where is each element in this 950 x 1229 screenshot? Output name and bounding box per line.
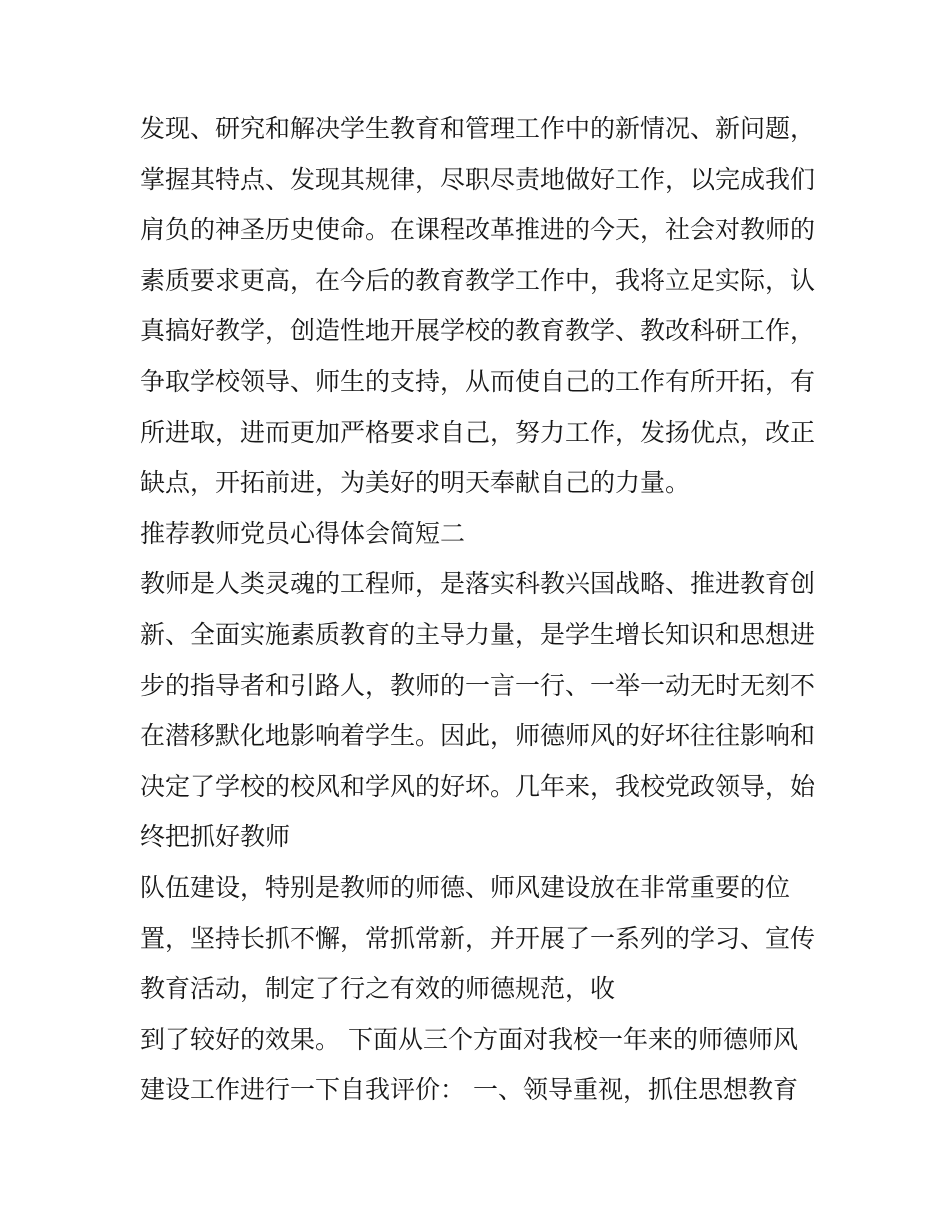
paragraph-line: 在潜移默化地影响着学生。因此，师德师风的好坏往往影响和 xyxy=(140,721,816,751)
paragraph-line: 新、全面实施素质教育的主导力量，是学生增长知识和思想进 xyxy=(140,619,816,649)
section-heading: 推荐教师党员心得体会简短二 xyxy=(140,518,466,548)
paragraph-line: 到了较好的效果。 下面从三个方面对我校一年来的师德师风 xyxy=(140,1024,798,1054)
paragraph-line: 发现、研究和解决学生教育和管理工作中的新情况、新问题， xyxy=(140,114,816,143)
paragraph-line: 真搞好教学，创造性地开展学校的教育教学、教改科研工作， xyxy=(140,316,816,346)
paragraph-line: 决定了学校的校风和学风的好坏。几年来，我校党政领导，始 xyxy=(140,771,816,801)
paragraph-line: 教师是人类灵魂的工程师，是落实科教兴国战略、推进教育创 xyxy=(140,569,816,599)
paragraph-line: 终把抓好教师 xyxy=(140,822,291,852)
paragraph-line: 缺点，开拓前进，为美好的明天奉献自己的力量。 xyxy=(140,468,691,498)
paragraph-line: 置，坚持长抓不懈，常抓常新，并开展了一系列的学习、宣传 xyxy=(140,923,816,953)
paragraph-line: 建设工作进行一下自我评价： 一、领导重视，抓住思想教育 xyxy=(140,1075,798,1105)
paragraph-line: 教育活动，制定了行之有效的师德规范，收 xyxy=(140,974,616,1004)
paragraph-line: 肩负的神圣历史使命。在课程改革推进的今天，社会对教师的 xyxy=(140,215,816,245)
paragraph-line: 掌握其特点、发现其规律，尽职尽责地做好工作，以完成我们 xyxy=(140,164,816,194)
paragraph-line: 争取学校领导、师生的支持，从而使自己的工作有所开拓，有 xyxy=(140,366,816,396)
document-body xyxy=(140,104,830,1116)
paragraph-line: 队伍建设，特别是教师的师德、师风建设放在非常重要的位 xyxy=(140,872,791,902)
paragraph-line: 所进取，进而更加严格要求自己，努力工作，发扬优点，改正 xyxy=(140,417,816,447)
paragraph-line: 步的指导者和引路人，教师的一言一行、一举一动无时无刻不 xyxy=(140,670,816,700)
paragraph-line: 素质要求更高，在今后的教育教学工作中，我将立足实际，认 xyxy=(140,265,816,295)
